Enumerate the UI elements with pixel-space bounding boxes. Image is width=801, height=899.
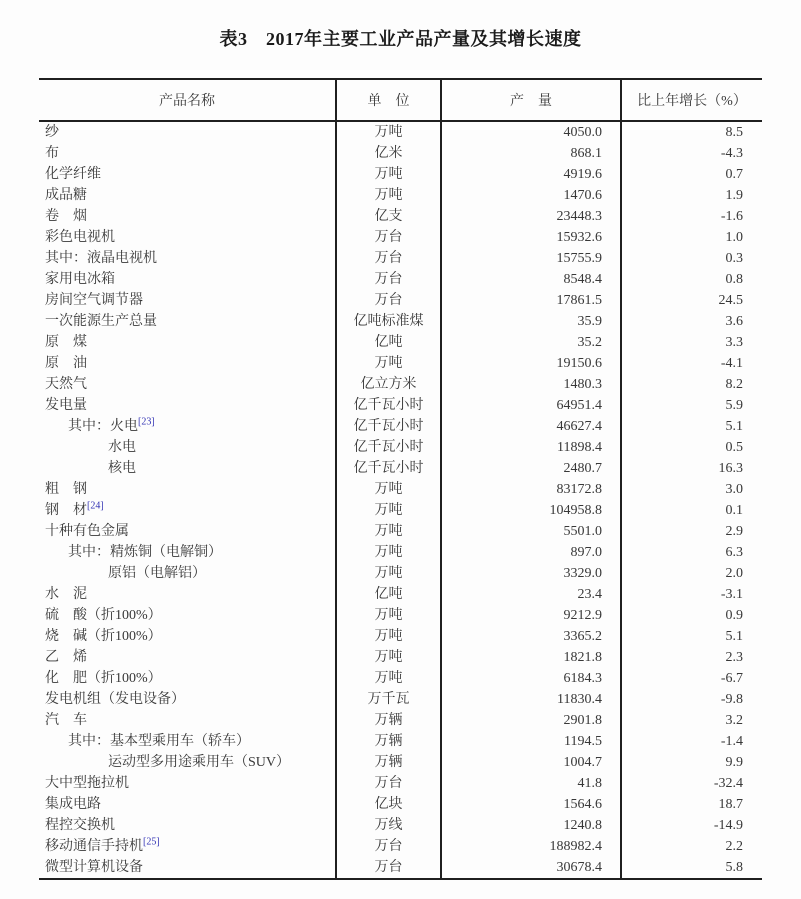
- growth-value-cell: 2.2: [620, 836, 762, 857]
- growth-value-cell: -1.4: [620, 731, 762, 752]
- product-name-cell: [39, 458, 335, 479]
- table-row: [39, 752, 762, 773]
- product-name: 卷 烟: [45, 209, 87, 224]
- product-name: 汽 车: [45, 713, 87, 728]
- header-growth: 比上年增长（%）: [620, 80, 762, 120]
- table-row: [39, 731, 762, 752]
- product-name-cell: [39, 836, 335, 857]
- header-product-name: 产品名称: [159, 94, 215, 109]
- table-row: [39, 269, 762, 290]
- product-name-cell: [39, 857, 335, 878]
- unit-cell: 亿吨: [335, 584, 440, 605]
- product-name-cell: [39, 668, 335, 689]
- output-value-cell: 41.8: [440, 773, 620, 794]
- unit-cell: 亿千瓦小时: [335, 416, 440, 437]
- unit-cell: 万吨: [335, 164, 440, 185]
- product-name: 其中：基本型乘用车（轿车）: [68, 734, 250, 749]
- growth-value-cell: -9.8: [620, 689, 762, 710]
- product-name-cell: [39, 626, 335, 647]
- product-name-cell: [39, 563, 335, 584]
- unit-cell: 亿千瓦小时: [335, 395, 440, 416]
- product-name-cell: [39, 521, 335, 542]
- table-row: [39, 626, 762, 647]
- product-name: 水 泥: [45, 587, 87, 602]
- growth-value-cell: 3.6: [620, 311, 762, 332]
- table-row: [39, 227, 762, 248]
- output-value-cell: 64951.4: [440, 395, 620, 416]
- output-value-cell: 9212.9: [440, 605, 620, 626]
- table-row: [39, 521, 762, 542]
- growth-value-cell: -32.4: [620, 773, 762, 794]
- unit-cell: 万吨: [335, 563, 440, 584]
- table-row: [39, 563, 762, 584]
- product-name: 水电: [108, 440, 136, 455]
- footnote-link[interactable]: [24]: [87, 500, 104, 512]
- product-name-cell: [39, 815, 335, 836]
- growth-value-cell: 1.0: [620, 227, 762, 248]
- product-name: 十种有色金属: [45, 524, 129, 539]
- product-name: 原 油: [45, 356, 87, 371]
- growth-value-cell: 8.2: [620, 374, 762, 395]
- unit-cell: 万台: [335, 773, 440, 794]
- output-value-cell: 46627.4: [440, 416, 620, 437]
- product-name-cell: [39, 227, 335, 248]
- unit-cell: 万千瓦: [335, 689, 440, 710]
- product-name: 原铝（电解铝）: [108, 566, 206, 581]
- unit-cell: 万台: [335, 227, 440, 248]
- table-row: [39, 374, 762, 395]
- product-name: 成品糖: [45, 188, 87, 203]
- footnote-link[interactable]: [25]: [143, 836, 160, 848]
- product-name: 化学纤维: [45, 167, 101, 182]
- output-value-cell: 15755.9: [440, 248, 620, 269]
- industrial-output-table: [39, 78, 762, 880]
- output-value-cell: 30678.4: [440, 857, 620, 878]
- unit-cell: 万吨: [335, 479, 440, 500]
- output-value-cell: 868.1: [440, 143, 620, 164]
- growth-value-cell: 1.9: [620, 185, 762, 206]
- output-value-cell: 104958.8: [440, 500, 620, 521]
- product-name-cell: [39, 269, 335, 290]
- product-name: 天然气: [45, 377, 87, 392]
- growth-value-cell: 5.1: [620, 416, 762, 437]
- growth-value-cell: 0.9: [620, 605, 762, 626]
- product-name: 其中：火电: [68, 419, 138, 434]
- product-name: 核电: [108, 461, 136, 476]
- product-name: 纱: [45, 125, 59, 140]
- product-name-cell: [39, 290, 335, 311]
- output-value-cell: 15932.6: [440, 227, 620, 248]
- product-name: 原 煤: [45, 335, 87, 350]
- product-name-cell: [39, 605, 335, 626]
- output-value-cell: 188982.4: [440, 836, 620, 857]
- product-name: 其中：液晶电视机: [45, 251, 157, 266]
- growth-value-cell: 2.0: [620, 563, 762, 584]
- product-name: 家用电冰箱: [45, 272, 115, 287]
- unit-cell: 万台: [335, 248, 440, 269]
- output-value-cell: 19150.6: [440, 353, 620, 374]
- product-name: 布: [45, 146, 59, 161]
- unit-cell: 亿块: [335, 794, 440, 815]
- output-value-cell: 6184.3: [440, 668, 620, 689]
- unit-cell: 亿千瓦小时: [335, 437, 440, 458]
- header-output: 产 量: [440, 80, 620, 120]
- table-title: 表3 2017年主要工业产品产量及其增长速度: [219, 29, 582, 49]
- product-name: 运动型多用途乘用车（SUV）: [108, 755, 291, 770]
- output-value-cell: 83172.8: [440, 479, 620, 500]
- growth-value-cell: 0.8: [620, 269, 762, 290]
- growth-value-cell: 2.3: [620, 647, 762, 668]
- table-row: [39, 122, 762, 143]
- product-name-cell: [39, 353, 335, 374]
- product-name-cell: [39, 122, 335, 143]
- growth-value-cell: 9.9: [620, 752, 762, 773]
- output-value-cell: 2480.7: [440, 458, 620, 479]
- growth-value-cell: 3.3: [620, 332, 762, 353]
- growth-value-cell: 16.3: [620, 458, 762, 479]
- table-row: [39, 668, 762, 689]
- product-name-cell: [39, 752, 335, 773]
- table-row: [39, 395, 762, 416]
- output-value-cell: 1564.6: [440, 794, 620, 815]
- growth-value-cell: 5.8: [620, 857, 762, 878]
- unit-cell: 万吨: [335, 668, 440, 689]
- table-row: [39, 710, 762, 731]
- table-row: [39, 500, 762, 521]
- growth-value-cell: -1.6: [620, 206, 762, 227]
- growth-value-cell: 6.3: [620, 542, 762, 563]
- growth-value-cell: -4.1: [620, 353, 762, 374]
- output-value-cell: 2901.8: [440, 710, 620, 731]
- product-name: 程控交换机: [45, 818, 115, 833]
- product-name-cell: [39, 794, 335, 815]
- table-body: [39, 122, 762, 878]
- output-value-cell: 23448.3: [440, 206, 620, 227]
- table-row: [39, 689, 762, 710]
- growth-value-cell: 5.1: [620, 626, 762, 647]
- product-name: 集成电路: [45, 797, 101, 812]
- unit-cell: 万台: [335, 290, 440, 311]
- unit-cell: 万吨: [335, 521, 440, 542]
- table-row: [39, 185, 762, 206]
- table-row: [39, 836, 762, 857]
- unit-cell: 万吨: [335, 647, 440, 668]
- unit-cell: 万吨: [335, 500, 440, 521]
- output-value-cell: 1004.7: [440, 752, 620, 773]
- growth-value-cell: 0.7: [620, 164, 762, 185]
- table-row: [39, 815, 762, 836]
- growth-value-cell: 3.0: [620, 479, 762, 500]
- output-value-cell: 23.4: [440, 584, 620, 605]
- output-value-cell: 35.2: [440, 332, 620, 353]
- product-name-cell: [39, 773, 335, 794]
- table-row: [39, 857, 762, 878]
- product-name: 硫 酸（折100%）: [45, 608, 162, 623]
- product-name-cell: [39, 689, 335, 710]
- output-value-cell: 1240.8: [440, 815, 620, 836]
- table-row: [39, 584, 762, 605]
- product-name-cell: [39, 437, 335, 458]
- product-name: 钢 材: [45, 503, 87, 518]
- unit-cell: 万台: [335, 836, 440, 857]
- table-row: [39, 290, 762, 311]
- header-unit: 单 位: [335, 80, 440, 120]
- table-header-row: [39, 80, 762, 122]
- unit-cell: 亿吨标准煤: [335, 311, 440, 332]
- growth-value-cell: -3.1: [620, 584, 762, 605]
- output-value-cell: 35.9: [440, 311, 620, 332]
- growth-value-cell: 3.2: [620, 710, 762, 731]
- table-row: [39, 332, 762, 353]
- footnote-link[interactable]: [23]: [138, 416, 155, 428]
- table-row: [39, 206, 762, 227]
- output-value-cell: 4919.6: [440, 164, 620, 185]
- growth-value-cell: 0.1: [620, 500, 762, 521]
- product-name-cell: [39, 248, 335, 269]
- output-value-cell: 3365.2: [440, 626, 620, 647]
- product-name: 微型计算机设备: [45, 860, 143, 875]
- table-row: [39, 479, 762, 500]
- growth-value-cell: -4.3: [620, 143, 762, 164]
- growth-value-cell: 0.3: [620, 248, 762, 269]
- product-name-cell: [39, 647, 335, 668]
- output-value-cell: 3329.0: [440, 563, 620, 584]
- product-name: 彩色电视机: [45, 230, 115, 245]
- growth-value-cell: 18.7: [620, 794, 762, 815]
- product-name: 烧 碱（折100%）: [45, 629, 162, 644]
- table-row: [39, 773, 762, 794]
- output-value-cell: 11830.4: [440, 689, 620, 710]
- table-row: [39, 143, 762, 164]
- product-name-cell: [39, 311, 335, 332]
- product-name-cell: [39, 185, 335, 206]
- unit-cell: 万辆: [335, 752, 440, 773]
- output-value-cell: 1470.6: [440, 185, 620, 206]
- table-row: [39, 164, 762, 185]
- growth-value-cell: 5.9: [620, 395, 762, 416]
- product-name-cell: [39, 500, 335, 521]
- unit-cell: 亿吨: [335, 332, 440, 353]
- unit-cell: 万吨: [335, 353, 440, 374]
- output-value-cell: 8548.4: [440, 269, 620, 290]
- product-name-cell: [39, 542, 335, 563]
- product-name-cell: [39, 164, 335, 185]
- product-name-cell: [39, 332, 335, 353]
- output-value-cell: 11898.4: [440, 437, 620, 458]
- unit-cell: 万辆: [335, 731, 440, 752]
- growth-value-cell: 2.9: [620, 521, 762, 542]
- growth-value-cell: 0.5: [620, 437, 762, 458]
- unit-cell: 万吨: [335, 626, 440, 647]
- product-name-cell: [39, 710, 335, 731]
- product-name-cell: [39, 584, 335, 605]
- output-value-cell: 1480.3: [440, 374, 620, 395]
- product-name: 其中：精炼铜（电解铜）: [68, 545, 222, 560]
- product-name: 发电机组（发电设备）: [45, 692, 185, 707]
- unit-cell: 万台: [335, 269, 440, 290]
- table-row: [39, 248, 762, 269]
- unit-cell: 亿米: [335, 143, 440, 164]
- output-value-cell: 897.0: [440, 542, 620, 563]
- growth-value-cell: 8.5: [620, 122, 762, 143]
- product-name-cell: [39, 479, 335, 500]
- product-name-cell: [39, 416, 335, 437]
- table-row: [39, 458, 762, 479]
- product-name: 移动通信手持机: [45, 839, 143, 854]
- output-value-cell: 4050.0: [440, 122, 620, 143]
- product-name: 粗 钢: [45, 482, 87, 497]
- product-name: 房间空气调节器: [45, 293, 143, 308]
- table-row: [39, 647, 762, 668]
- product-name-cell: [39, 395, 335, 416]
- table-row: [39, 437, 762, 458]
- product-name: 一次能源生产总量: [45, 314, 157, 329]
- growth-value-cell: -6.7: [620, 668, 762, 689]
- table-row: [39, 605, 762, 626]
- output-value-cell: 1821.8: [440, 647, 620, 668]
- product-name: 发电量: [45, 398, 87, 413]
- output-value-cell: 17861.5: [440, 290, 620, 311]
- product-name-cell: [39, 374, 335, 395]
- table-row: [39, 353, 762, 374]
- output-value-cell: 5501.0: [440, 521, 620, 542]
- product-name-cell: [39, 731, 335, 752]
- unit-cell: 万台: [335, 857, 440, 878]
- unit-cell: 亿支: [335, 206, 440, 227]
- product-name: 化 肥（折100%）: [45, 671, 162, 686]
- growth-value-cell: -14.9: [620, 815, 762, 836]
- unit-cell: 万吨: [335, 122, 440, 143]
- unit-cell: 万辆: [335, 710, 440, 731]
- unit-cell: 万线: [335, 815, 440, 836]
- growth-value-cell: 24.5: [620, 290, 762, 311]
- table-row: [39, 794, 762, 815]
- table-row: [39, 542, 762, 563]
- product-name-cell: [39, 206, 335, 227]
- output-value-cell: 1194.5: [440, 731, 620, 752]
- unit-cell: 万吨: [335, 605, 440, 626]
- unit-cell: 亿立方米: [335, 374, 440, 395]
- table-row: [39, 416, 762, 437]
- product-name-cell: [39, 143, 335, 164]
- product-name: 大中型拖拉机: [45, 776, 129, 791]
- table-row: [39, 311, 762, 332]
- unit-cell: 亿千瓦小时: [335, 458, 440, 479]
- product-name: 乙 烯: [45, 650, 87, 665]
- unit-cell: 万吨: [335, 542, 440, 563]
- unit-cell: 万吨: [335, 185, 440, 206]
